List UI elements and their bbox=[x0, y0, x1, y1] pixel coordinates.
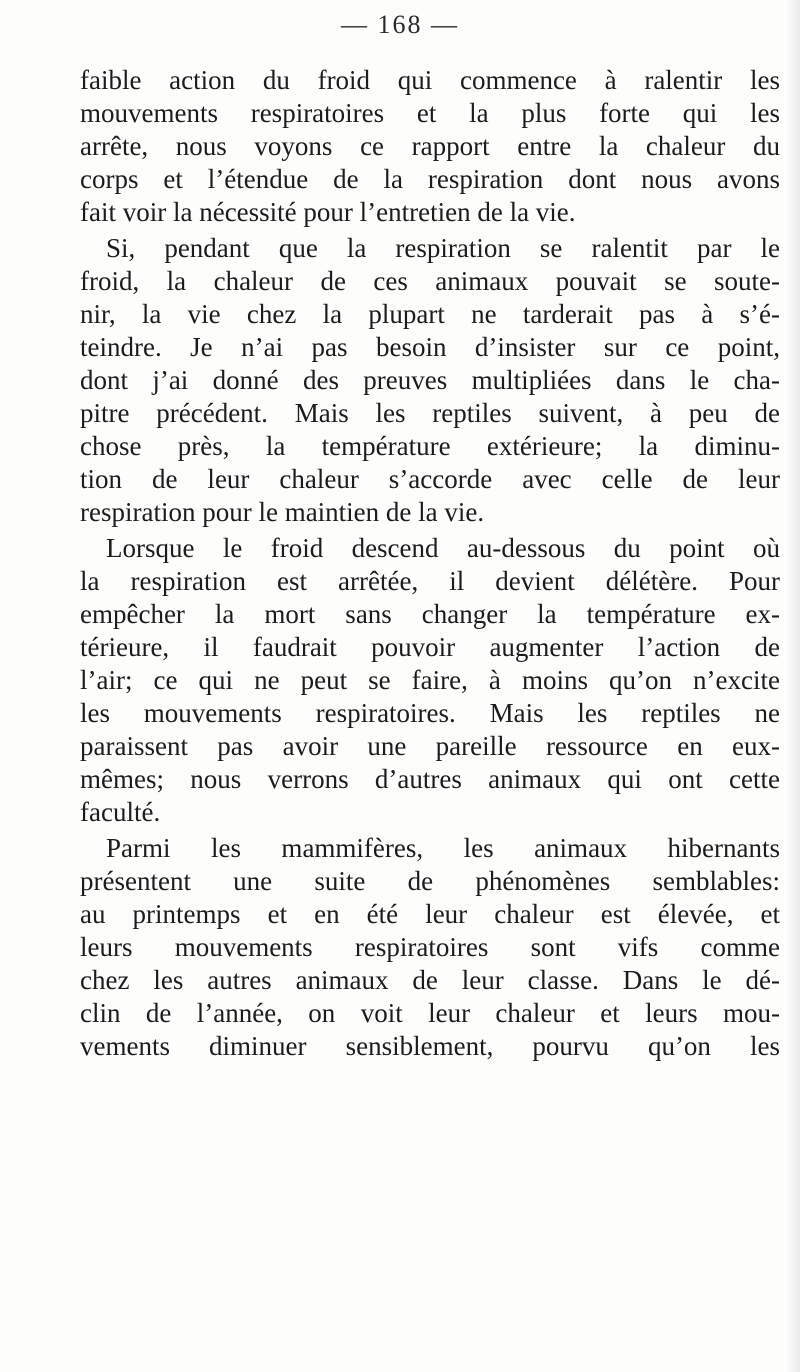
paragraph-1 bbox=[80, 64, 780, 229]
text-line: chose près, la température extérieure; la diminu- bbox=[80, 431, 780, 461]
text-line: la respiration est arrêtée, il devient délétère. Pour bbox=[80, 566, 780, 596]
text-line: corps et l’étendue de la respiration dont nous avons bbox=[80, 164, 780, 194]
text-line: mouvements respiratoires et la plus forte qui les bbox=[80, 98, 780, 128]
text-line: chez les autres animaux de leur classe. Dans le dé- bbox=[80, 965, 780, 995]
paragraph-3 bbox=[80, 532, 780, 829]
text-line: respiration pour le maintien de la vie. bbox=[80, 497, 485, 527]
text-line: térieure, il faudrait pouvoir augmenter l’action de bbox=[80, 632, 780, 662]
page-number-header: — 168 — bbox=[341, 10, 459, 39]
text-line: faculté. bbox=[80, 797, 161, 827]
text-line: nir, la vie chez la plupart ne tarderait pas à s’é- bbox=[80, 299, 780, 329]
text-line: froid, la chaleur de ces animaux pouvait se soute- bbox=[80, 266, 780, 296]
text-line: arrête, nous voyons ce rapport entre la chaleur du bbox=[80, 131, 780, 161]
paragraph-4 bbox=[80, 832, 780, 1063]
text-line: empêcher la mort sans changer la température ex- bbox=[80, 599, 780, 629]
text-line: mêmes; nous verrons d’autres animaux qui ont cette bbox=[80, 764, 780, 794]
text-line: dont j’ai donné des preuves multipliées dans le cha- bbox=[80, 365, 780, 395]
text-line: pitre précédent. Mais les reptiles suivent, à peu de bbox=[80, 398, 780, 428]
text-line: Lorsque le froid descend au-dessous du point où bbox=[106, 533, 780, 563]
text-line: fait voir la nécessité pour l’entretien de la vie. bbox=[80, 197, 576, 227]
text-line: présentent une suite de phénomènes semblables: bbox=[80, 866, 780, 896]
text-line: teindre. Je n’ai pas besoin d’insister sur ce point, bbox=[80, 332, 780, 362]
text-line: les mouvements respiratoires. Mais les reptiles ne bbox=[80, 698, 780, 728]
text-line: paraissent pas avoir une pareille ressource en eux- bbox=[80, 731, 780, 761]
text-line: l’air; ce qui ne peut se faire, à moins qu’on n’excite bbox=[80, 665, 780, 695]
text-line: leurs mouvements respiratoires sont vifs comme bbox=[80, 932, 780, 962]
text-line: Parmi les mammifères, les animaux hibernants bbox=[106, 833, 780, 863]
text-line: au printemps et en été leur chaleur est élevée, et bbox=[80, 899, 780, 929]
text-line: tion de leur chaleur s’accorde avec celle de leur bbox=[80, 464, 780, 494]
text-line: clin de l’année, on voit leur chaleur et leurs mou- bbox=[80, 998, 780, 1028]
body-text bbox=[80, 64, 780, 1063]
paragraph-2 bbox=[80, 232, 780, 529]
text-line: vements diminuer sensiblement, pourvu qu’on les bbox=[80, 1031, 780, 1061]
text-line: faible action du froid qui commence à ralentir les bbox=[80, 65, 780, 95]
page-edge-shadow bbox=[786, 0, 800, 1372]
text-line: Si, pendant que la respiration se ralentit par le bbox=[106, 233, 780, 263]
